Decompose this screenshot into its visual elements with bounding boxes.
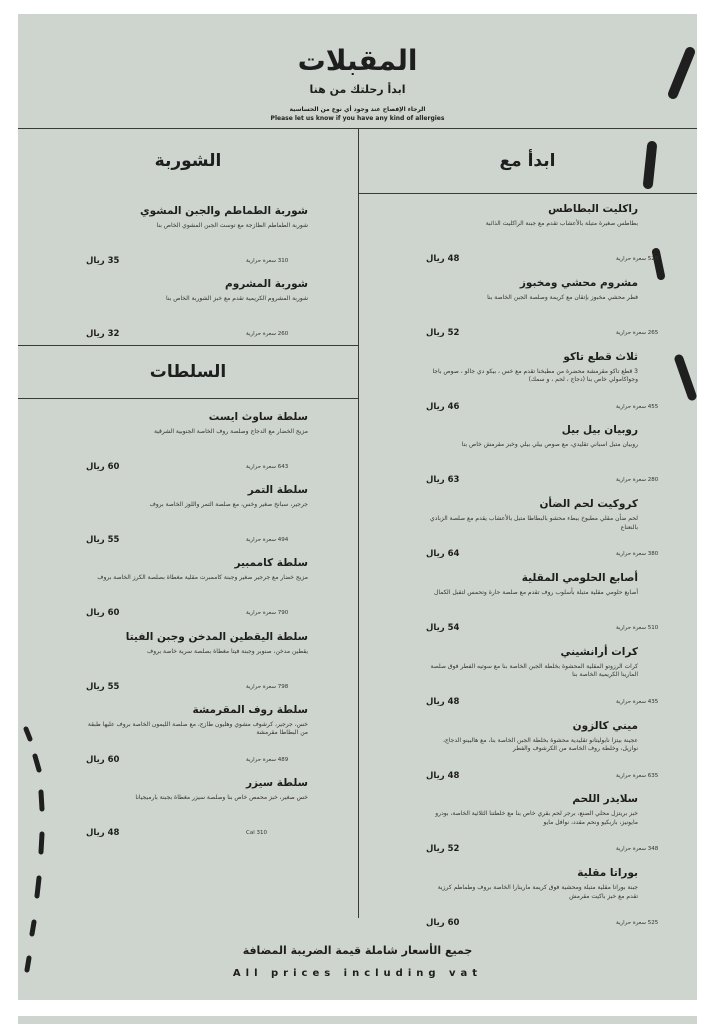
section-title-soup: الشوربة [154, 151, 222, 171]
menu-item-price: 48 ريال [426, 696, 460, 707]
page-subtitle: ابدأ رحلتك من هنا [309, 83, 406, 96]
brush-stroke [679, 359, 692, 396]
menu-item-calories: 310 سعرة حرارية [246, 258, 289, 264]
menu-item [426, 792, 659, 862]
menu-item [426, 423, 659, 493]
menu-item-name: كرات أرانشيني [560, 645, 638, 658]
menu-item-calories: 310 Cal [246, 830, 267, 836]
menu-item-calories: 790 سعرة حرارية [246, 610, 289, 617]
menu-item-price: 55 ريال [86, 681, 120, 692]
menu-item-name: سلطة روف المقرمشة [192, 703, 308, 716]
menu-item-description: أصابع حلومي مقلية متبلة بأسلوب روف تقدم مع صلصة حارة وتحمس لتقبل الكمال [433, 589, 638, 596]
brush-stroke [41, 834, 42, 852]
menu-item-name: كروكيت لحم الضأن [539, 498, 638, 511]
menu-item-description: عجينة بيتزا نابوليتانو تقليدية محشوة بخلطة الجبن الخاصة بنا، مع هالبينو الدجاج، نوازيل، وخلطة روف الخاصة من الكرشوف والفطر [443, 736, 638, 753]
menu-item [426, 350, 659, 420]
brush-stroke [26, 729, 30, 739]
brush-stroke [35, 756, 39, 770]
menu-item-name: سلطة كاممبير [234, 557, 308, 570]
menu-item-calories: 260 سعرة حرارية [246, 331, 289, 337]
menu-item-description: يقطين مدخن، صنوبر وجبنة فيتا مغطاة بصلصة سرية خاصة بروف [147, 647, 308, 655]
menu-item-price: 60 ريال [86, 754, 120, 765]
menu-item-price: 48 ريال [426, 254, 460, 264]
menu-item-calories: 265 سعرة حرارية [616, 329, 659, 336]
menu-item-description: كرات الرزوتو المقلية المحشوة بخلطة الجبن الخاصة بنا مع سوتيه الفطر فوق صلصة المارينا الكريمية الخاصة بنا [430, 662, 638, 679]
menu-item-calories: 635 سعرة حرارية [616, 772, 659, 779]
menu-item-name: سلطة اليقطين المدخن وجبن الفيتا [125, 630, 308, 643]
menu-header [18, 44, 697, 123]
menu-item [86, 703, 308, 773]
divider-start-header [358, 193, 697, 194]
menu-item-name: راكليت البطاطس [548, 203, 638, 215]
menu-item-price: 35 ريال [86, 256, 120, 266]
menu-item-calories: 455 سعرة حرارية [616, 403, 659, 410]
menu-item-description: جبنة بوراتا مقلية متبلة ومحشية فوق كريمة مارينارا الخاصة بروف وطماطم كرزية تقدم مع خبز باكيت مقرمش [437, 884, 638, 900]
menu-item-calories: 510 سعرة حرارية [616, 625, 659, 631]
footer-vat-ar: جميع الأسعار شاملة قيمة الضريبة المضافة [242, 944, 473, 957]
menu-item [86, 776, 308, 846]
menu-item-description: لحم ضأن مقلي مطبوخ ببطء محشو بالبطاطا متبل بالأعشاب يقدم مع صلصة الزبادي بالنعناع [430, 515, 638, 531]
menu-item-price: 64 ريال [426, 549, 460, 560]
divider-salad-header [18, 398, 358, 399]
menu-item-name: سلطة سيزر [245, 777, 308, 789]
allergy-note-ar: الرجاء الإفصاح عند وجود أي نوع من الحساسية [289, 106, 426, 113]
menu-item-calories: 435 سعرة حرارية [616, 698, 659, 705]
menu-item-price: 60 ريال [86, 608, 120, 619]
menu-item-name: سلطة التمر [247, 484, 308, 497]
menu-item [426, 645, 659, 715]
menu-item-calories: 520 سعرة حرارية [616, 256, 659, 262]
footer-vat-en: All prices including vat [232, 968, 483, 979]
menu-item-price: 46 ريال [426, 401, 460, 412]
menu-page [18, 14, 697, 1000]
menu-item-name: سلايدر اللحم [572, 793, 638, 806]
menu-item-name: أصابع الحلومي المقلية [521, 572, 638, 584]
menu-item-name: شوربة الطماطم والجبن المشوي [140, 205, 308, 217]
menu-item [86, 483, 308, 553]
section-title-salads: السلطات [149, 362, 227, 382]
menu-item-price: 54 ريال [426, 623, 460, 633]
section-title-start: ابدأ مع [499, 151, 556, 171]
menu-item [86, 556, 308, 626]
menu-item [426, 571, 659, 641]
menu-item-calories: 643 سعرة حرارية [246, 464, 289, 470]
menu-item-description: مزيج الخضار مع الدجاج وصلصة روف الخاصة الجنوبية الشرقية [153, 428, 308, 435]
divider-center [358, 128, 359, 918]
menu-item-name: بوراتا مقلية [577, 867, 638, 880]
menu-item [426, 866, 659, 936]
menu-item-description: شوربة المشروم الكريمية تقدم مع خبز الشوربة الخاص بنا [166, 295, 308, 302]
menu-item-calories: 380 سعرة حرارية [616, 551, 659, 558]
menu-item-price: 32 ريال [86, 329, 120, 339]
menu-item-description: خس، جرجير، كرشوف مشوي وهليون طازج، مع صلصة الليمون الخاصة بروف عليها طبقة من البطاطا مقرمشة [87, 720, 308, 737]
page-title: المقبلات [297, 44, 418, 77]
menu-item-name: روبيان بيل بيل [561, 424, 638, 437]
next-page-edge [18, 1016, 697, 1024]
menu-item-name: شوربة المشروم [225, 278, 308, 290]
menu-item-name: مشروم محشي ومخبوز [519, 276, 638, 289]
menu-item [86, 204, 308, 274]
menu-item-price: 52 ريال [426, 844, 460, 855]
menu-item [86, 410, 308, 480]
menu-item-price: 60 ريال [86, 462, 120, 472]
menu-item-calories: 348 سعرة حرارية [616, 846, 659, 853]
menu-item-description: جرجير، سبانخ صغير وخس، مع صلصة التمر واللوز الخاصة بروف [149, 501, 308, 509]
menu-item [426, 719, 659, 789]
menu-item [426, 202, 659, 272]
menu-item [86, 277, 308, 347]
menu-item [426, 497, 659, 567]
brush-stroke [41, 792, 42, 809]
menu-item-price: 52 ريال [426, 327, 460, 338]
menu-item-description: شوربة الطماطم الطازجة مع توست الجبن المشوي الخاص بنا [156, 222, 308, 229]
brush-stroke [32, 922, 34, 934]
menu-item-calories: 525 سعرة حرارية [616, 920, 659, 927]
menu-item-calories: 280 سعرة حرارية [616, 477, 659, 484]
menu-item-calories: 798 سعرة حرارية [246, 683, 289, 690]
menu-item-name: ميني كالزون [572, 719, 638, 732]
menu-item-price: 48 ريال [426, 770, 460, 781]
menu-item-description: بطاطس صغيرة متبلة بالأعشاب تقدم مع جبنة الراكليت الذائبة [485, 220, 638, 227]
menu-item-price: 55 ريال [86, 535, 120, 546]
menu-item-description: مزيج خضار مع جرجير صغير وجبنة كاممبرت مقلية مغطاة بصلصة الكرز الخاصة بروف [97, 574, 308, 582]
menu-item [86, 630, 308, 700]
menu-item-description: 3 قطع تاكو مقرمشة محضرة من مطبخنا تقدم مع خس ، بيكو دي جالو ، صوص باجا وجواكامولي خاص بنا (دجاج ، لحم ، و سمك) [432, 367, 638, 384]
menu-item-price: 48 ريال [86, 828, 120, 838]
menu-item-description: خس صغير، خبز محمص خاص بنا وصلصة سيزر مغطاة بجبنة بارميجيانا [135, 794, 308, 801]
menu-item-name: ثلاث قطع تاكو [563, 350, 638, 363]
allergy-note-en: Please let us know if you have any kind of allergies [270, 115, 445, 122]
menu-item [426, 276, 659, 346]
menu-item-price: 63 ريال [426, 475, 460, 486]
menu-item-description: فطر محشي مخبوز بإتقان مع كريمة وصلصة الجبن الخاصة بنا [487, 293, 638, 301]
brush-stroke [37, 878, 39, 896]
menu-item-calories: 494 سعرة حرارية [246, 537, 289, 544]
menu-item-calories: 489 سعرة حرارية [246, 756, 289, 763]
menu-item-name: سلطة ساوث ايست [208, 411, 308, 423]
menu-item-description: روبيان متبل اسباني تقليدي، مع صوص بيلي بيلي وخبز مقرمش خاص بنا [461, 441, 638, 449]
menu-item-description: خبز بريتزل محلي الصنع، برجر لحم بقري خاص بنا مع خلطتنا الثلاثية الخاصة، بودرو مايونيز، باربكيو ونحم مقدد، نوافل مايو [435, 810, 638, 826]
menu-item-price: 60 ريال [426, 918, 460, 929]
